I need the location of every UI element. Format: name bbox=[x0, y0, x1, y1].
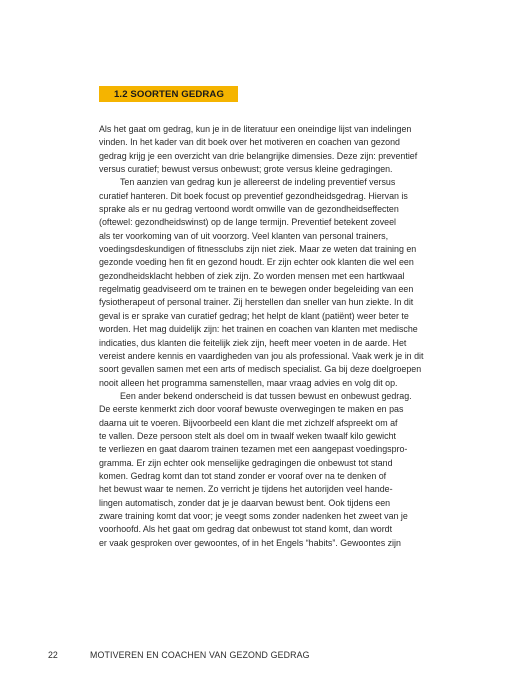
text-line: versus curatief; bewust versus onbewust; grote versus kleine gedragingen. bbox=[99, 164, 393, 175]
text-line: regelmatig geadviseerd om te trainen en te bewegen onder begeleiding van een bbox=[99, 284, 414, 295]
text-line: worden. Het mag duidelijk zijn: het trainen en coachen van klanten met medische bbox=[99, 324, 418, 335]
text-line: gramma. Er zijn echter ook menselijke gedragingen die onbewust tot stand bbox=[99, 457, 393, 468]
text-line: Als het gaat om gedrag, kun je in de literatuur een oneindige lijst van indelingen bbox=[99, 124, 412, 134]
text-line: gezondheidsklacht hebben of ziek zijn. Zo worden mensen met een hartkwaal bbox=[99, 270, 405, 281]
text-line: fysiotherapeut of personal trainer. Zij herstellen dan sneller van hun ziekte. In dit bbox=[99, 297, 414, 308]
text-line: geval is er sprake van curatief gedrag; het helpt de klant (patiënt) weer beter te bbox=[99, 310, 409, 321]
text-line: er vaak gesproken over gewoontes, of in het Engels “habits”. Gewoontes zijn bbox=[99, 537, 401, 548]
text-line: Een ander bekend onderscheid is dat tussen bewust en onbewust gedrag. bbox=[120, 390, 412, 401]
section-heading: 1.2 SOORTEN GEDRAG bbox=[114, 88, 225, 100]
text-line: (oftewel: gezondheidswinst) op de lange termijn. Preventief betekent zoveel bbox=[99, 217, 396, 228]
text-line: gedrag krijg je een overzicht van drie belangrijke dimensies. Deze zijn: preventief bbox=[99, 150, 418, 161]
text-line: gezonde voeding hen fit en gezond houdt. Er zijn echter ook klanten die wel een bbox=[99, 257, 414, 268]
text-line: nooit alleen het programma samenstellen, maar vraag advies en volg dit op. bbox=[99, 377, 398, 388]
text-line: zware training komt dat voor; je veegt soms zonder nadenken het zweet van je bbox=[99, 510, 408, 521]
text-line: lingen automatisch, zonder dat je je daarvan bewust bent. Ook tijdens een bbox=[99, 497, 391, 508]
text-line: voedingsdeskundigen of fitnessclubs zijn niet ziek. Maar ze weten dat training en bbox=[99, 244, 417, 255]
text-line: komen. Gedrag komt dan tot stand zonder er vooraf over na te denken of bbox=[99, 470, 387, 481]
page-footer bbox=[48, 650, 310, 660]
text-line: indicaties, dus klanten die feitelijk ziek zijn, heeft meer voeten in de aarde. Het bbox=[99, 337, 407, 348]
text-line: sprake als er nu gedrag vertoond wordt omwille van de gezondheidseffecten bbox=[99, 204, 399, 215]
text-line: vereist andere kennis en vaardigheden van jou als professional. Vaak werk je in dit bbox=[99, 350, 424, 361]
text-line: Ten aanzien van gedrag kun je allereerst de indeling preventief versus bbox=[120, 177, 396, 188]
text-line: soort gevallen samen met een arts of medisch specialist. Ga bij deze doelgroepen bbox=[99, 364, 422, 375]
text-line: curatief hanteren. Dit boek focust op preventief gezondheidsgedrag. Hiervan is bbox=[99, 190, 408, 201]
page-number: 22 bbox=[48, 650, 58, 660]
text-line: als ter voorkoming van of uit voorzorg. Veel klanten van personal trainers, bbox=[99, 230, 389, 241]
body-text bbox=[99, 123, 439, 550]
text-line: daarna uit te voeren. Bijvoorbeeld een klant die met zichzelf afspreekt om af bbox=[99, 417, 398, 428]
running-title: MOTIVEREN EN COACHEN VAN GEZOND GEDRAG bbox=[90, 650, 310, 660]
text-line: te verliezen en gaat daarom trainen tezamen met een aangepast voedingspro- bbox=[99, 444, 408, 455]
text-line: vinden. In het kader van dit boek over het motiveren en coachen van gezond bbox=[99, 137, 400, 148]
text-line: het bewust waar te nemen. Zo verricht je tijdens het autorijden veel hande- bbox=[99, 484, 393, 495]
text-line: voorhoofd. Als het gaat om gedrag dat onbewust tot stand komt, dan wordt bbox=[99, 524, 393, 535]
text-line: te vallen. Deze persoon stelt als doel om in twaalf weken twaalf kilo gewicht bbox=[99, 430, 396, 441]
text-line: De eerste kenmerkt zich door vooraf bewuste overwegingen te maken en pas bbox=[99, 404, 404, 415]
section-heading-bar bbox=[99, 86, 238, 102]
